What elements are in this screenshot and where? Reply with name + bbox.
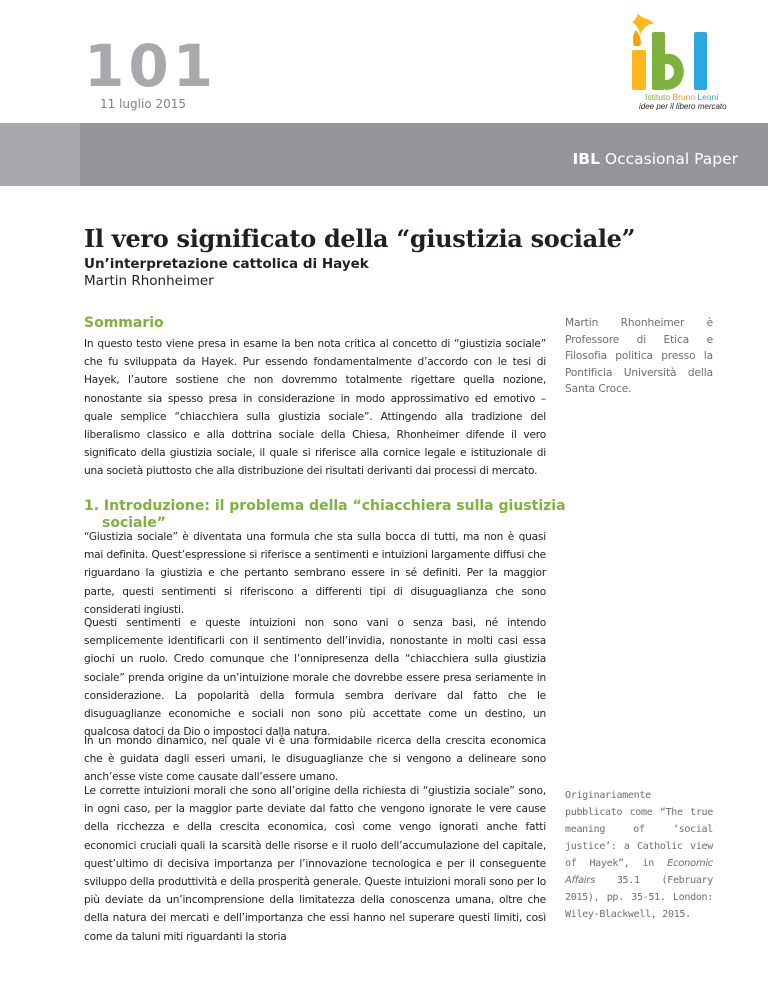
logo-letter-i [632, 50, 646, 90]
summary-text: In questo testo viene presa in esame la ben nota critica al concetto di “giustizia sociale” che fu sviluppata da Hayek. Pur essendo fondamentalmente d’accordo con le tesi di Hayek, l’autore sostiene che non dovremmo totalmente rigettare quella nozione, nonostante sia spesso presa in considerazione in modo approssimativo ed emotivo – quale semplice “chiacchiera sulla giustizia sociale”. Attingendo alla tradizione del liberalismo classico e alla dottrina sociale della Chiesa, Rhonheimer difende il vero significato della giustizia sociale, il quale si riferisce alla cornice legale e istituzionale di una società piuttosto che alla distribuzione dei risultati derivanti dai processi di mercato. [84, 338, 546, 478]
body-paragraph: “Giustizia sociale” è diventata una formula che sta sulla bocca di tutti, ma non è quasi mai definita. Quest’espressione si riferisce a sentimenti e intuizioni largamente diffusi che riguardano la giustizia e che pertanto sembrano essere in sé definiti. Per la maggior parte, questi sentimenti si riferiscono a differenti tipi di disuguaglianza che sono considerati ingiusti. [84, 531, 546, 616]
paper-subtitle: Un’interpretazione cattolica di Hayek [84, 256, 369, 272]
body-paragraph: Le corrette intuizioni morali che sono all’origine della richiesta di “giustizia sociale” sono, in ogni caso, per la maggior parte deviate dal fatto che vengono ignorate le vere cause della ricchezza e della crescita economica, così come vengo ignorati anche fatti economici cruciali quali la scarsità delle risorse e il ruolo dell’accumulazione del capitale, quest’ultimo di decisiva importanza per l’innovazione tecnologica e per il conseguente sviluppo della produttività e della prosperità generale. Queste intuizioni morali sono per lo più deviate da un’incomprensione della limitatezza della conoscenza umana, oltre che della natura dei mercati e dell’importanza che essi hanno nel superare questi limiti, così come da taluni miti riguardanti la storia [84, 785, 546, 943]
original-pub-post: 35.1 (February 2015), pp. 35-51. London: Wiley-Blackwell, 2015. [565, 875, 713, 920]
series-label-bold: IBL [572, 150, 600, 168]
issue-date: 11 luglio 2015 [100, 97, 187, 111]
original-pub-pre: Originariamente pubblicato come “The true meaning of ‘social justice’: a Catholic view of Hayek”, in [565, 790, 713, 869]
ibl-logo [606, 10, 746, 110]
section-heading: 1. Introduzione: il problema della “chiacchiera sulla giustizia sociale” [84, 498, 566, 531]
logo-tagline: idee per il libero mercato [639, 102, 727, 110]
original-publication-note [565, 787, 713, 923]
logo-name: Istituto Bruno Leoni [645, 92, 719, 102]
summary-heading: Sommario [84, 315, 164, 331]
paper-title: Il vero significato della “giustizia sociale” [84, 224, 636, 253]
body-paragraph: In un mondo dinamico, nel quale vi è una formidabile ricerca della crescita economica che è guidata dagli esseri umani, le disuguaglianze che si vengono a delineare sono anch’esse viste come causate dall’essere umano. [84, 735, 546, 784]
issue-number: 101 [84, 32, 218, 100]
header-band-accent [0, 123, 80, 186]
author-bio: Martin Rhonheimer è Professore di Etica e Filosofia politica presso la Pontificia Università della Santa Croce. [565, 317, 713, 395]
flame-icon [632, 14, 654, 34]
logo-letter-l [694, 32, 707, 90]
original-pub-journal: Economic Affairs [565, 858, 713, 886]
series-label [573, 150, 738, 168]
logo-graphic [606, 10, 746, 110]
paper-author: Martin Rhonheimer [84, 273, 214, 289]
series-label-rest: Occasional Paper [600, 150, 738, 168]
body-paragraph: Questi sentimenti e queste intuizioni non sono vani o senza basi, né intendo semplicemente identificarli con il sentimento dell’invidia, nonostante in molti casi essa giochi un ruolo. Credo comunque che l’onnipresenza della “chiacchiera sulla giustizia sociale” prenda origine da un’intuizione morale che dovrebbe essere presa seriamente in considerazione. La popolarità della formula sembra derivare dal fatto che le disuguaglianze economiche e sociali non sono più accettate come un destino, un qualcosa datoci da Dio o impostoci dalla natura. [84, 617, 546, 739]
logo-letter-b-stem [652, 32, 665, 90]
flame-base-icon [633, 30, 641, 46]
